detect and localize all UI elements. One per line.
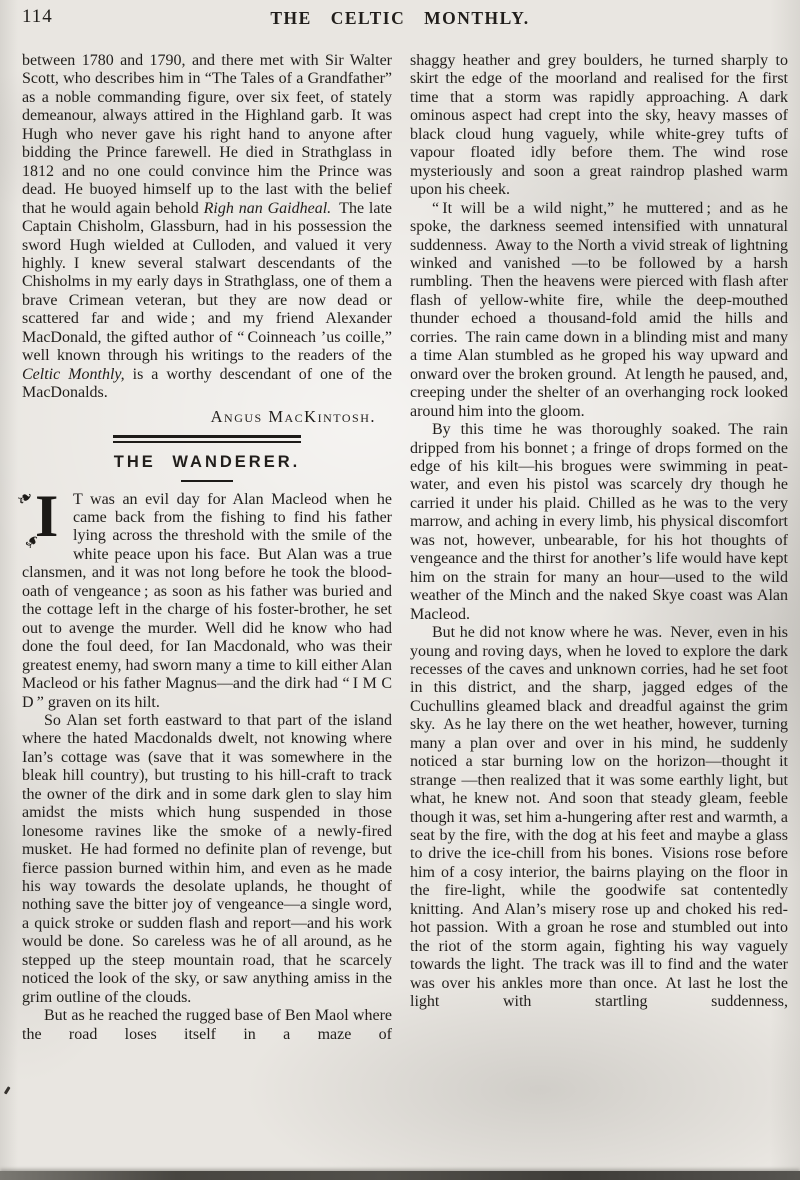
paragraph-text: T was an evil day for Alan Macleod when he came back from the fishing to find his father lying across the threshold with the smile of the white peace upon his face. But Alan was a true clansmen, and it was not long before he took the blood-oath of vengeance ; as soon as his father was buried and the cottage left in the charge of his foster-brother, he set out to avenge the murder. Well did he know who had done the foul deed, for Ian Macdonald, who was their greatest enemy, had sworn many a time to kill either Alan Macleod or his father Magnus—and the dirk had “ I M C D ” graven on its hilt. bbox=[22, 490, 392, 711]
heading-underline-rule bbox=[181, 480, 233, 482]
dropcap-ornament-icon: ❧ bbox=[18, 527, 45, 555]
scan-artifact-mark bbox=[4, 1086, 10, 1094]
dropcap-letter: I bbox=[35, 482, 59, 549]
section-divider-rule bbox=[113, 435, 301, 443]
left-column bbox=[13, 52, 393, 1044]
right-column bbox=[410, 52, 788, 1012]
byline: Angus MacKintosh. bbox=[210, 406, 376, 426]
story-paragraph-4: shaggy heather and grey boulders, he turned sharply to skirt the edge of the moorland and realised for the first time that a storm was rapidly approaching. A dark ominous aspect had crept into the sky, heavy masses of black cloud hung vaguely, while white-grey tufts of vapour floated idly before them. The wind rose mysteriously and soon a great raindrop plashed warm upon his cheek. bbox=[410, 52, 788, 199]
prev-article-closing-paragraph: between 1780 and 1790, and there met with Sir Walter Scott, who describes him in “The Tales of a Grandfather” as a noble commanding figure, over six feet, of stately demeanour, always attired in the Highland garb. It was Hugh who never gave his right hand to anyone after bidding the Prince farewell. He died in Strathglass in 1812 and no one could convince him the Prince was dead. He buoyed himself up to the last with the belief that he would again behold Righ nan Gaidheal. The late Captain Chisholm, Glassburn, had in his possession the sword Hugh wielded at Culloden, and valued it very highly. I knew several stalwart descendants of the Chisholms in my early days in Strathglass, one of them a brave Crimean veteran, but they are now dead or scattered far and wide ; and my friend Alexander MacDonald, the gifted author of “ Coinneach ’us coille,” well known through his writings to the readers of the Celtic Monthly, is a worthy descendant of one of the MacDonalds. bbox=[22, 52, 393, 402]
dropcap bbox=[13, 482, 66, 555]
page-number: 114 bbox=[22, 6, 53, 27]
scan-bottom-edge bbox=[0, 1171, 800, 1180]
page-title: THE CELTIC MONTHLY. bbox=[270, 8, 530, 28]
story-paragraph-6: By this time he was thoroughly soaked. The rain dripped from his bonnet ; a fringe of drops formed on the edge of his kilt—his brogues were swimming in peat-water, and even his pistol was scarcely dry though he carried it under his plaid. Chilled as he was to the very marrow, and aching in every limb, his physical discomfort was not, however, unbearable, for his hot thoughts of vengeance and the thirst for another’s life would have kept him on the strain for many an hour—used to the wild weather of the Minch and the naked Skye coast was Alan Macleod. bbox=[410, 421, 788, 623]
story-paragraph-7: But he did not know where he was. Never, even in his young and roving days, when he loved to explore the dark recesses of the caves and unknown corries, had he set foot in this district, and the sharp, jagged edges of the Cuchullins gleamed black and dreadful against the grim sky. As he lay there on the wet heather, however, turning many a plan over and over in his mind, he suddenly noticed a star burning low on the horizon—thought it strange —then realized that it was some earthly light, but what, he knew not. And soon that steady gleam, feeble though it was, set him a-hungering after rest and warmth, a seat by the fire, with the dog at his feet and maybe a glass to drive the ice-chill from his bones. Visions rose before him of a cosy interior, the bairns playing on the floor in the fire-light, while the goodwife sat contentedly knitting. And Alan’s misery rose up and choked his red-hot passion. With a groan he rose and stumbled out into the riot of the storm again, fighting his way vaguely towards the light. The track was ill to find and the water was over his ankles more than once. At last he lost the light with startling suddenness, bbox=[410, 624, 788, 1011]
story-paragraph-5: “ It will be a wild night,” he muttered ; and as he spoke, the darkness seemed intensified with unnatural suddenness. Away to the North a vivid streak of lightning winked and vanished —to be followed by a harsh rumbling. Then the heavens were pierced with flash after flash of yellow-white fire, while the deep-mouthed thunder echoed a thousand-fold amid the hills and corries. The rain came down in a blinding mist and many a time Alan stumbled as he groped his way upward and onward over the broken ground. At length he paused, and, creeping under the shelter of an overhanging rock looked around him into the gloom. bbox=[410, 199, 788, 420]
story-paragraph-1 bbox=[13, 482, 392, 712]
article-title: THE WANDERER. bbox=[113, 453, 301, 472]
dropcap-ornament-icon: ❧ bbox=[13, 484, 39, 512]
story-paragraph-2: So Alan set forth eastward to that part of the island where the hated Macdonalds dwelt, not knowing where Ian’s cottage was (save that it was somewhere in the bleak hill country), but trusting to his hill-craft to track the owner of the dirk and in some dark glen to slay him amidst the mists which hung suspended in those lonesome ravines like the smoke of a newly-fired musket. He had formed no definite plan of revenge, but fierce passion burned within him, and even as he made his way towards the desolate uplands, he thought of nothing save the bitter joy of vengeance—a single word, a quick stroke or sudden flash and report—and his work would be done. So careless was he of all around, as he stepped up the steep mountain road, that he scarcely noticed the look of the sky, or saw anything amiss in the grim outline of the clouds. bbox=[22, 711, 392, 1006]
story-paragraph-3: But as he reached the rugged base of Ben Maol where the road loses itself in a maze of bbox=[22, 1007, 392, 1043]
